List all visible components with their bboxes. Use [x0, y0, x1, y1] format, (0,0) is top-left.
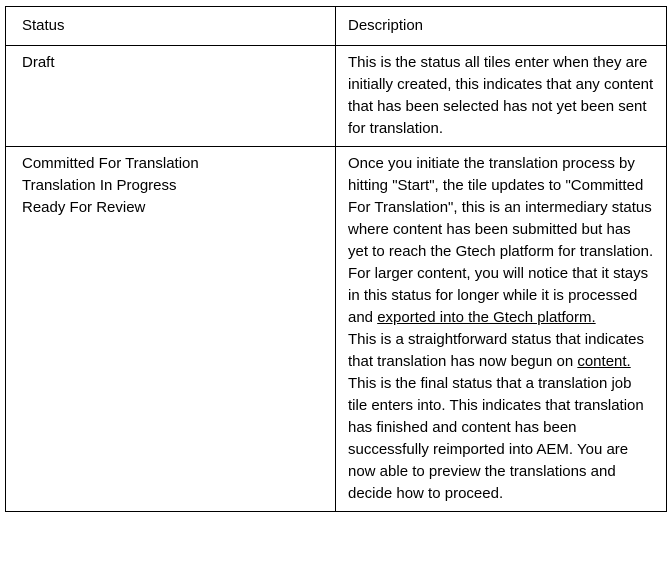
- status-name-ready-for-review: Ready For Review: [22, 199, 146, 216]
- description-cell: [336, 46, 667, 147]
- status-name-committed: Committed For Translation: [22, 155, 199, 172]
- description-text: This is a straightforward status that indicates that translation has now begun on: [348, 331, 644, 370]
- header-description: Description: [336, 7, 667, 46]
- description-text: This is the status all tiles enter when they are initially created, this indicates that any content that has been selected has not yet been sent for translation.: [348, 54, 654, 137]
- status-cell: [6, 147, 336, 512]
- header-status: Status: [6, 7, 336, 46]
- description-paragraph-in-progress: [348, 329, 654, 373]
- description-paragraph-ready: [348, 373, 654, 505]
- status-table: [5, 6, 667, 512]
- description-text: Once you initiate the translation process by hitting "Start", the tile updates to "Committed For Translation", this is an intermediary status where content has been submitted but has yet to reach the Gtech platform for translation. For larger content, you will notice that it stays in this status for longer while it is processed and: [348, 155, 654, 326]
- underlined-text: exported into the Gtech platform.: [377, 309, 596, 326]
- status-name-in-progress: Translation In Progress: [22, 177, 177, 194]
- status-cell: [6, 46, 336, 147]
- underlined-text: content.: [577, 353, 631, 370]
- status-name: Draft: [22, 54, 55, 71]
- table-header-row: [6, 7, 667, 46]
- description-text: This is the final status that a translation job tile enters into. This indicates that translation has finished and content has been successfully reimported into AEM. You are now able to preview the translations and decide how to proceed.: [348, 375, 644, 502]
- table-row-draft: [6, 46, 667, 147]
- table-row-translation-stages: [6, 147, 667, 512]
- description-cell: [336, 147, 667, 512]
- description-paragraph-committed: [348, 153, 654, 329]
